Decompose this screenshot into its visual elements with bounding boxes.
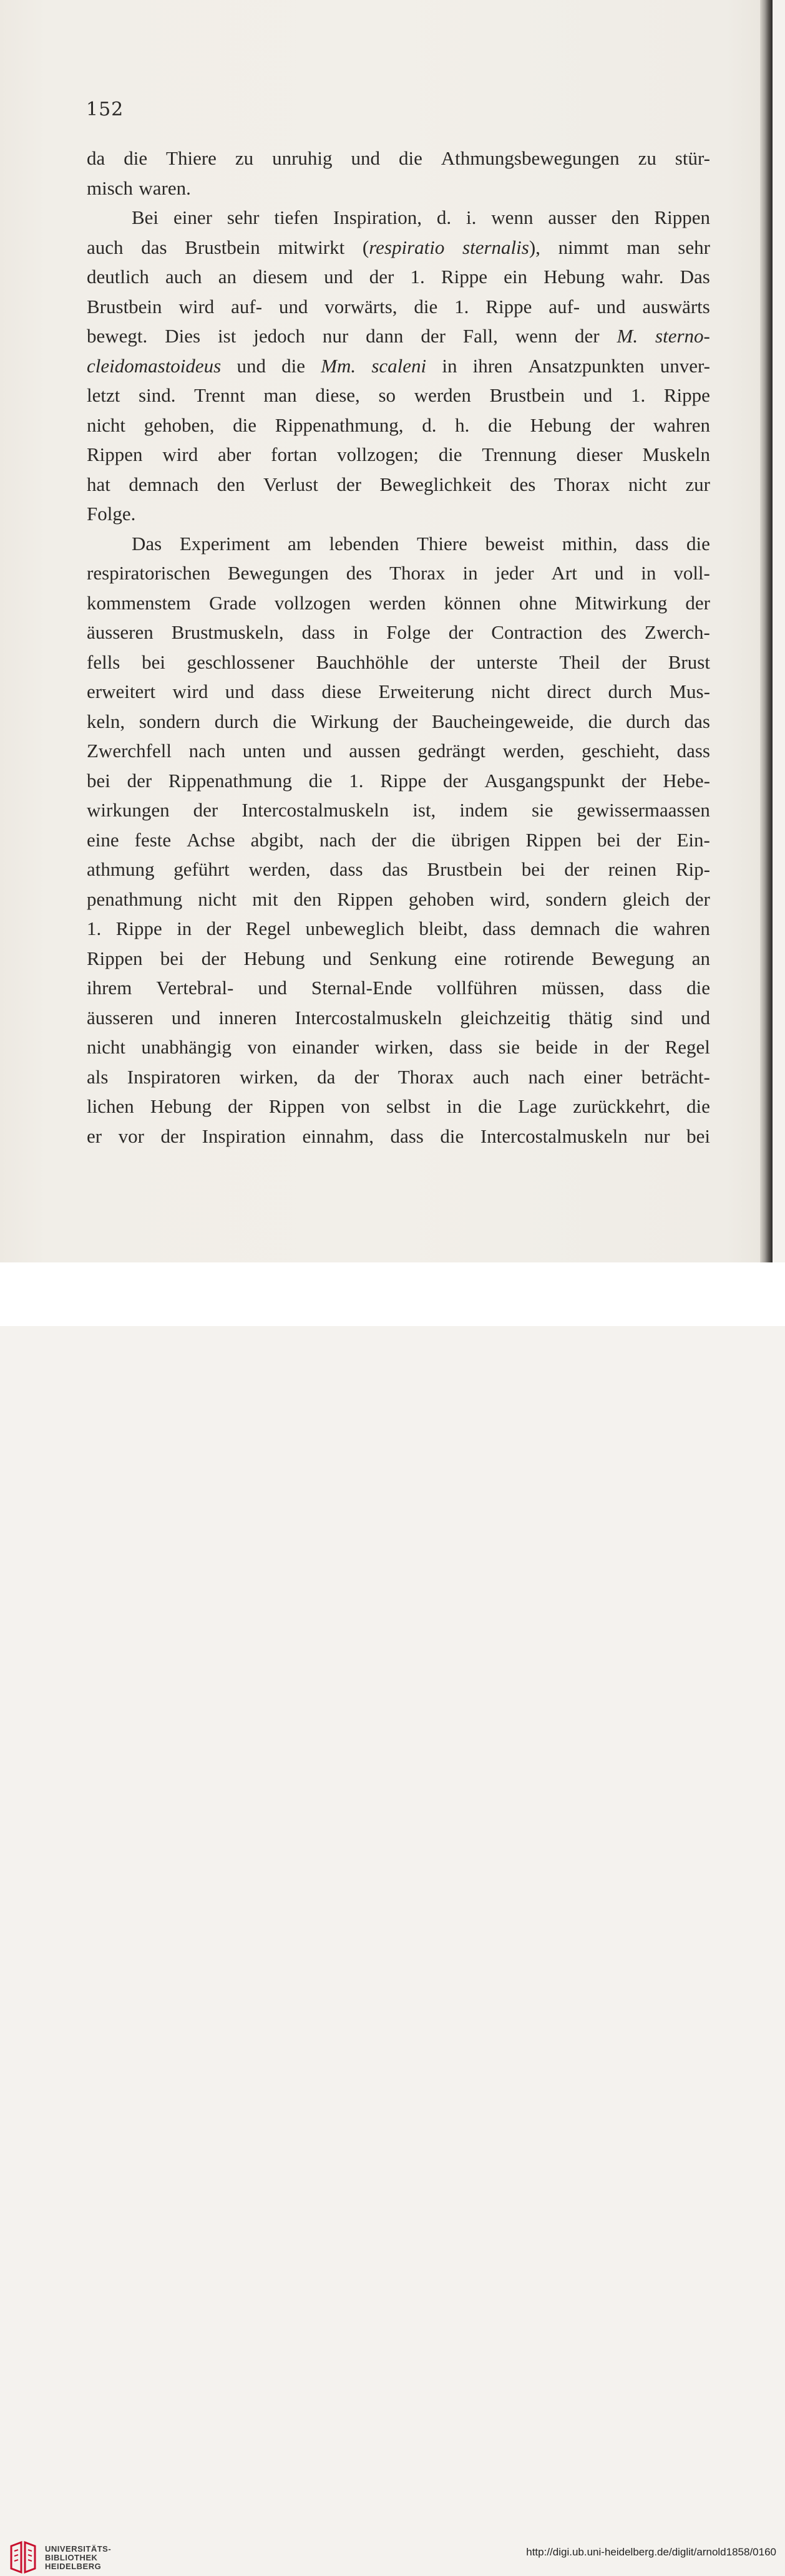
text-line: nicht unabhängig von einander wirken, dass sie beide in der Regel xyxy=(87,1036,710,1058)
text-line: hat demnach den Verlust der Beweglichkeit des Thorax nicht zur xyxy=(87,473,710,495)
text-line: auch das Brustbein mitwirkt (respiratio sternalis), nimmt man sehr xyxy=(87,236,710,258)
scanned-page xyxy=(0,0,773,1262)
text-line: Folge. xyxy=(87,503,136,525)
body-text xyxy=(87,143,710,1151)
text-line: eine feste Achse abgibt, nach der die übrigen Rippen bei der Ein- xyxy=(87,828,710,851)
source-url-link[interactable]: http://digi.ub.uni-heidelberg.de/diglit/arnold1858/0160 xyxy=(526,2546,776,2558)
text-line: lichen Hebung der Rippen von selbst in die Lage zurückkehrt, die xyxy=(87,1095,710,1117)
page-number: 152 xyxy=(86,99,124,120)
text-line: misch waren. xyxy=(87,177,191,199)
book-binding-edge xyxy=(760,0,773,1262)
text-line: deutlich auch an diesem und der 1. Rippe ein Hebung wahr. Das xyxy=(87,266,710,288)
text-line: cleidomastoideus und die Mm. scaleni in ihren Ansatzpunkten unver- xyxy=(87,354,710,377)
text-line: wirkungen der Intercostalmuskeln ist, indem sie gewissermaassen xyxy=(87,799,710,821)
library-name xyxy=(45,2545,111,2571)
text-line: Brustbein wird auf- und vorwärts, die 1. Rippe auf- und auswärts xyxy=(87,295,710,317)
text-line: bei der Rippenathmung die 1. Rippe der Ausgangspunkt der Hebe- xyxy=(87,769,710,792)
text-line: athmung geführt werden, dass das Brustbein bei der reinen Rip- xyxy=(87,858,710,880)
text-line: kommenstem Grade vollzogen werden können ohne Mitwirkung der xyxy=(87,591,710,614)
text-line: bewegt. Dies ist jedoch nur dann der Fall, wenn der M. sterno- xyxy=(87,325,710,347)
text-line: penathmung nicht mit den Rippen gehoben wird, sondern gleich der xyxy=(87,888,710,910)
heidelberg-library-logo-icon xyxy=(7,2540,39,2576)
text-line: Bei einer sehr tiefen Inspiration, d. i. wenn ausser den Rippen xyxy=(132,206,710,228)
text-line: respiratorischen Bewegungen des Thorax in jeder Art und in voll- xyxy=(87,562,710,584)
digitization-footer xyxy=(0,1262,785,2571)
text-line: äusseren und inneren Intercostalmuskeln gleichzeitig thätig sind und xyxy=(87,1006,710,1029)
text-line: erweitert wird und dass diese Erweiterung nicht direct durch Mus- xyxy=(87,680,710,702)
text-line: ihrem Vertebral- und Sternal-Ende vollführen müssen, dass die xyxy=(87,977,710,999)
text-line: Zwerchfell nach unten und aussen gedrängt werden, geschieht, dass xyxy=(87,740,710,762)
text-line: letzt sind. Trennt man diese, so werden Brustbein und 1. Rippe xyxy=(87,384,710,406)
text-line: nicht gehoben, die Rippenathmung, d. h. die Hebung der wahren xyxy=(87,414,710,436)
text-line: äusseren Brustmuskeln, dass in Folge der Contraction des Zwerch- xyxy=(87,621,710,643)
text-line: fells bei geschlossener Bauchhöhle der unterste Theil der Brust xyxy=(87,651,710,673)
library-name-line: HEIDELBERG xyxy=(45,2562,102,2571)
text-line: Das Experiment am lebenden Thiere beweist mithin, dass die xyxy=(132,532,710,554)
text-line: Rippen bei der Hebung und Senkung eine rotirende Bewegung an xyxy=(87,947,710,969)
text-line: er vor der Inspiration einnahm, dass die Intercostalmuskeln nur bei xyxy=(87,1125,710,1147)
text-line: als Inspiratoren wirken, da der Thorax auch nach einer beträcht- xyxy=(87,1065,710,1088)
text-line: da die Thiere zu unruhig und die Athmungsbewegungen zu stür- xyxy=(87,147,710,169)
library-name-line: UNIVERSITÄTS- xyxy=(45,2544,112,2554)
text-line: keln, sondern durch die Wirkung der Baucheingeweide, die durch das xyxy=(87,710,710,732)
text-line: 1. Rippe in der Regel unbeweglich bleibt, dass demnach die wahren xyxy=(87,918,710,939)
text-line: Rippen wird aber fortan vollzogen; die Trennung dieser Muskeln xyxy=(87,443,710,465)
library-name-line: BIBLIOTHEK xyxy=(45,2553,98,2562)
